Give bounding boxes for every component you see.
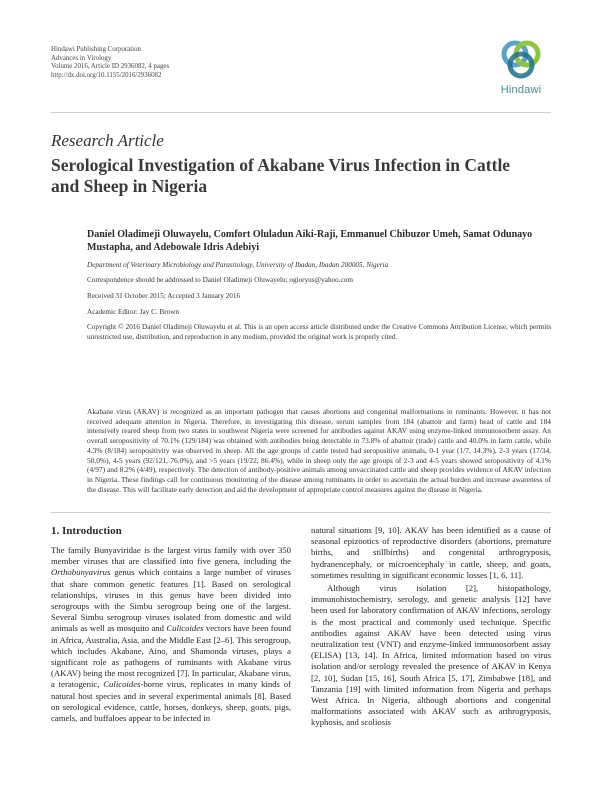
header-meta <box>51 46 169 80</box>
received-dates: Received 31 October 2015; Accepted 3 January 2016 <box>87 292 241 300</box>
genus-name: Culicoides <box>103 679 141 690</box>
hindawi-logo-icon <box>499 36 543 82</box>
text-run: vectors have been found in Africa, Australia, Asia, and the Middle East [2–6]. This serogroup, which includes Akabane, Aino, and Shamonda viruses, plays a significant role as pathogens of ruminants with Akabane virus (AKAV) being the most recognized [7]. In particular, Akabane virus, a teratogenic, <box>51 623 292 690</box>
correspondence: Correspondence should be addressed to Daniel Oladimeji Oluwayelu; ogloryus@yahoo.com <box>87 276 353 285</box>
volume-line: Volume 2016, Article ID 2936082, 4 pages <box>51 63 170 71</box>
publisher-name: Hindawi Publishing Corporation <box>51 46 141 53</box>
abstract: Akabane virus (AKAV) is recognized as an important pathogen that causes abortions and congenital malformations in ruminants. However, it has not received adequate attention in Nigeria. Therefore, in investigating this disease, serum samples from 184 (abattoir and farm) head of cattle and 184 intensively reared sheep from two states in southwest Nigeria were screened for antibodies against AKAV using enzyme-linked immunosorbent assay. An overall seropositivity of 70.1% (129/184) was obtained with antibodies being detectable in 73.8% of abattoir (trade) cattle and 40.0% in farm cattle, while 4.3% (8/184) seropositivity was observed in sheep. All the age groups of cattle tested had seropositive animals, 0-1 year (1/7, 14.3%), 2-3 years (17/34, 50.0%), 4-5 years (92/121, 76.0%), and >5 years (19/22, 86.4%), while in sheep only the age groups of 2-3 and 4-5 years showed seropositivity of 4.1% (4/97) and 8.2% (4/49), respectively. The detection of antibody-positive animals among unvaccinated cattle and sheep provides evidence of AKAV infection in Nigeria. These findings call for continuous monitoring of the disease among ruminants in order to ascertain the actual burden and increase awareness of the disease. This will facilitate early detection and aid the development of appropriate control measures against the disease in Nigeria. <box>87 407 551 494</box>
copyright-notice: Copyright © 2016 Daniel Oladimeji Oluwayelu et al. This is an open access article distributed under the Creative Commons Attribution License, which permits unrestricted use, distribution, and reproduction in any medium, provided the original work is properly cited. <box>87 323 551 341</box>
intro-paragraph-1-cont: natural situations [9, 10]. AKAV has been identified as a cause of seasonal epizootics of reproductive disorders (abortions, premature births, and stillbirths) and congenital arthrogryposis, hydranencephaly, or microencephaly in cattle, sheep, and goats, sometimes resulting in significant economic losses [1, 6, 11]. <box>311 525 551 580</box>
abstract-divider <box>51 512 551 513</box>
section-heading-introduction: 1. Introduction <box>51 525 122 537</box>
genus-name: Culicoides <box>166 623 204 634</box>
text-run: -borne virus, replicates in many kinds of natural host species and in several experimental animals [8]. Based on serological evidence, cattle, horses, donkeys, sheep, goats, pigs, camels, and buffaloes appear to be infected in <box>51 679 291 724</box>
hindawi-logo <box>491 36 551 96</box>
article-title: Serological Investigation of Akabane Virus Infection in Cattle and Sheep in Nigeria <box>51 155 511 196</box>
academic-editor: Academic Editor: Jay C. Brown <box>87 307 180 316</box>
author-list: Daniel Oladimeji Oluwayelu, Comfort Oluladun Aiki-Raji, Emmanuel Chibuzor Umeh, Samat Odunayo Mustapha, and Adebowale Idris Adebiyi <box>87 229 533 254</box>
left-column <box>51 525 291 724</box>
header-divider <box>51 112 551 113</box>
text-run: genus which contains a large number of viruses that share common genetic features [1]. Based on serological relationships, viruses in this genus have been divided into serogroups with the Simbu serogroup being one of the largest. Several Simbu serogroup viruses isolated from domestic and wild animals as well as mosquito and <box>51 567 291 634</box>
doi-link[interactable]: http://dx.doi.org/10.1155/2016/2936082 <box>51 71 162 79</box>
intro-paragraph-2: Although virus isolation [2], histopathology, immunohistochemistry, serology, and genetic analysis [12] have been used for laboratory confirmation of AKAV infections, serology is the most practical and commonly used technique. Specific antibodies against AKAV have been detected using virus neutralization test (VNT) and enzyme-linked immunosorbent assay (ELISA) [13, 14]. In Africa, limited information based on virus isolation and/or serology revealed the presence of AKAV in Kenya [2, 10], Sudan [15, 16], South Africa [5, 17], Zimbabwe [18], and Tanzania [19] with limited information from Nigeria and perhaps West Africa. In Nigeria, although abortions and congenital malformations associated with AKAV such as arthrogryposis, kyphosis, and scoliosis <box>311 583 551 728</box>
genus-name: Orthobunyavirus <box>51 567 111 578</box>
right-column <box>311 525 551 729</box>
journal-name: Advances in Virology <box>51 54 112 62</box>
article-type: Research Article <box>51 131 164 150</box>
intro-paragraph-1 <box>51 545 291 724</box>
logo-wordmark: Hindawi <box>500 84 542 96</box>
text-run: The family Bunyaviridae is the largest virus family with over 350 member viruses that are classified into five genera, including the <box>51 545 291 567</box>
affiliation: Department of Veterinary Microbiology and Parasitology, University of Ibadan, Ibadan 200005, Nigeria <box>87 260 389 269</box>
front-matter <box>87 228 551 348</box>
